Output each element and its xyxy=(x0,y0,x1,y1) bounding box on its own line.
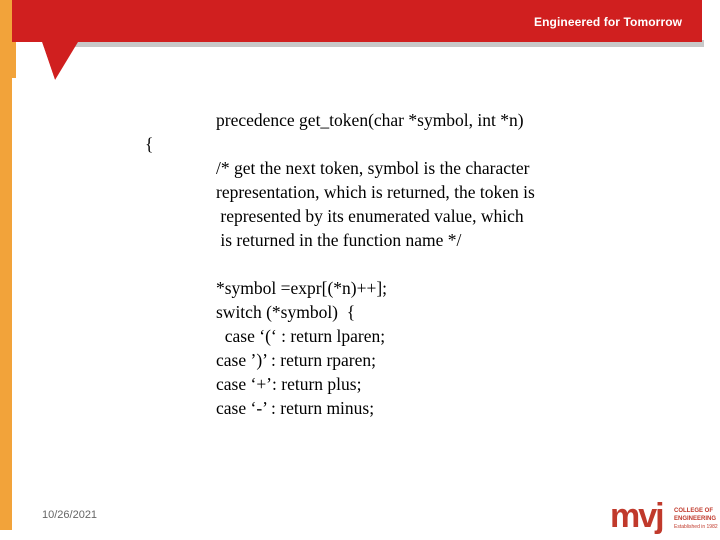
code-line: switch (*symbol) { xyxy=(216,302,356,322)
code-line: case ‘(‘ : return lparen; xyxy=(216,326,386,346)
header-banner xyxy=(12,0,702,80)
logo-line-2: ENGINEERING xyxy=(674,516,717,522)
code-line: case ‘+’: return plus; xyxy=(216,374,362,394)
left-accent-strip xyxy=(0,0,12,530)
comment-line: representation, which is returned, the token is xyxy=(216,182,535,202)
banner-notch-edge xyxy=(12,42,16,78)
code-line: case ’)’ : return rparen; xyxy=(216,350,376,370)
comment-line: is returned in the function name */ xyxy=(216,230,462,250)
comment-line: represented by its enumerated value, which xyxy=(216,206,524,226)
header-tagline: Engineered for Tomorrow xyxy=(534,15,683,29)
logo-brand: mvj xyxy=(610,497,663,535)
logo-line-3: Established in 1982 xyxy=(674,524,718,530)
slide-date: 10/26/2021 xyxy=(42,509,98,521)
code-line: case ‘-’ : return minus; xyxy=(216,398,375,418)
logo-line-1: COLLEGE OF xyxy=(674,508,713,514)
college-logo xyxy=(610,497,720,539)
code-line: *symbol =expr[(*n)++]; xyxy=(216,278,388,298)
function-signature: precedence get_token(char *symbol, int *n) xyxy=(216,110,524,130)
open-brace: { xyxy=(145,134,154,154)
comment-line: /* get the next token, symbol is the character xyxy=(216,158,530,178)
